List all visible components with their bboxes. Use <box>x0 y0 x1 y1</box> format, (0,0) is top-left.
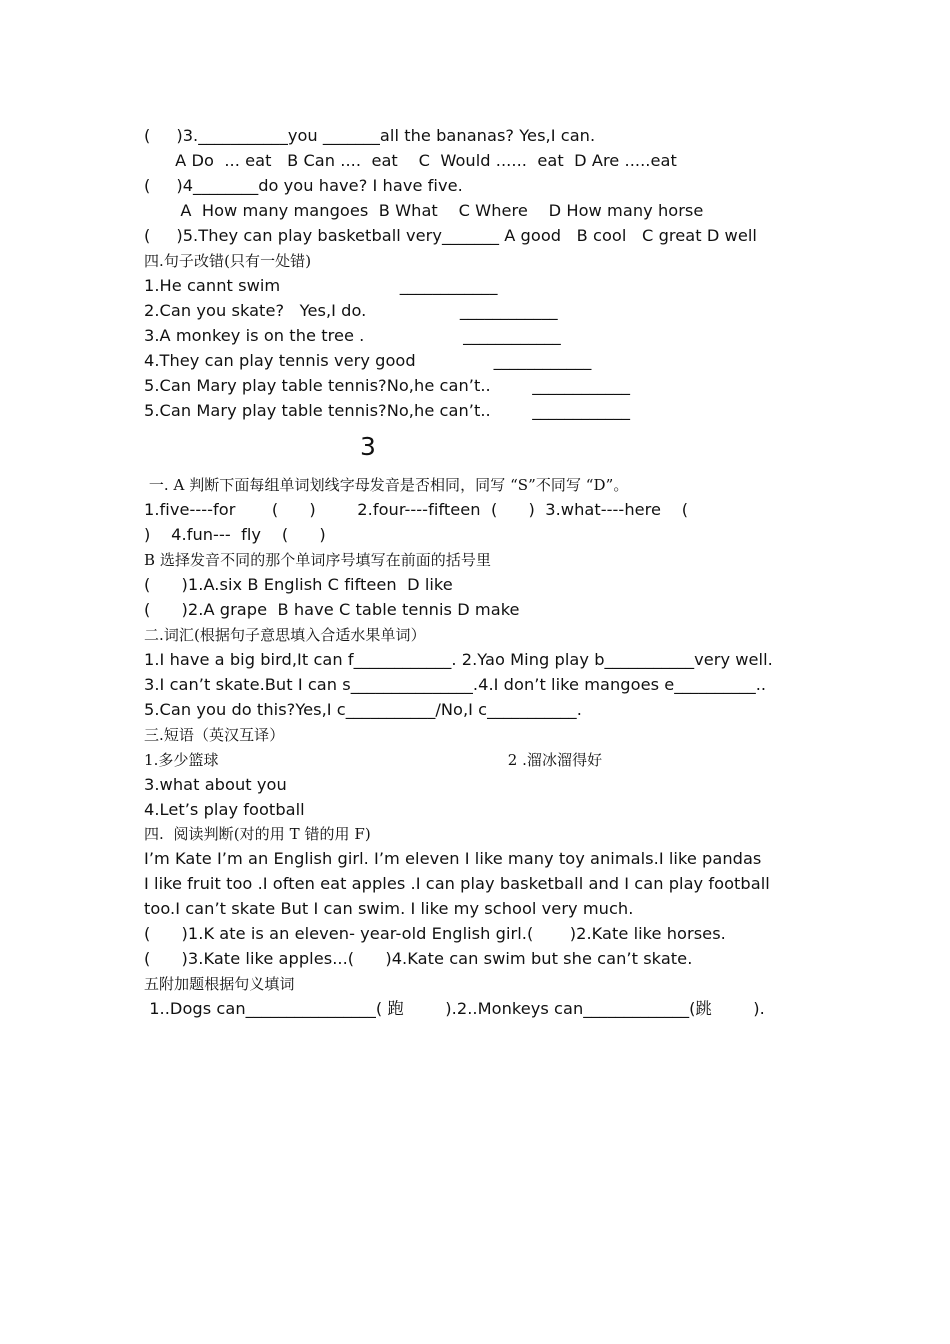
vocabulary-line-1: 1.I have a big bird,It can f____________. 2.Yao Ming play b___________very well. <box>144 650 773 669</box>
correction-item-2: 2.Can you skate? Yes,I do. ____________ <box>144 301 558 320</box>
section-heading-phrases: 三.短语（英汉互译） <box>144 726 285 744</box>
correction-item-3: 3.A monkey is on the tree . ____________ <box>144 326 561 345</box>
reading-questions-1-2: ( )1.K ate is an eleven- year-old English girl.( )2.Kate like horses. <box>144 924 726 943</box>
vocabulary-line-2: 3.I can’t skate.But I can s_______________.4.I don’t like mangoes e__________.. <box>144 675 767 694</box>
vocabulary-line-3: 5.Can you do this?Yes,I c___________/No,I c___________. <box>144 700 582 719</box>
reading-passage-line-3: too.I can’t skate But I can swim. I like my school very much. <box>144 899 634 918</box>
correction-item-5: 5.Can Mary play table tennis?No,he can’t.. ____________ <box>144 376 631 395</box>
correction-item-4: 4.They can play tennis very good ____________ <box>144 351 592 370</box>
question-3-options: A Do ... eat B Can .... eat C Would ...... eat D Are .....eat <box>144 151 677 170</box>
pronunciation-items-row-2: ) 4.fun--- fly ( ) <box>144 525 326 544</box>
section-heading-pronunciation: 一. A 判断下面每组单词划线字母发音是否相同，同写 “S”不同写 “D”。 <box>144 476 629 494</box>
section-number: 3 <box>360 432 376 461</box>
correction-item-1: 1.He cannt swim ____________ <box>144 276 498 295</box>
section-heading-vocabulary: 二.词汇(根据句子意思填入合适水果单词） <box>144 626 426 644</box>
question-3: ( )3.___________you _______all the bananas? Yes,I can. <box>144 126 596 145</box>
section-heading-bonus: 五附加题根据句义填词 <box>144 975 295 993</box>
phrase-item-4: 4.Let’s play football <box>144 800 305 819</box>
question-4: ( )4________do you have? I have five. <box>144 176 463 195</box>
section-b-item-1: ( )1.A.six B English C fifteen D like <box>144 575 453 594</box>
section-heading-reading: 四. 阅读判断(对的用 T 错的用 F) <box>144 825 371 843</box>
reading-passage-line-2: I like fruit too .I often eat apples .I can play basketball and I can play football <box>144 874 770 893</box>
section-b-item-2: ( )2.A grape B have C table tennis D make <box>144 600 520 619</box>
section-heading-correction: 四.句子改错(只有一处错) <box>144 252 312 270</box>
question-5: ( )5.They can play basketball very_______ A good B cool C great D well <box>144 226 757 245</box>
correction-item-5-duplicate: 5.Can Mary play table tennis?No,he can’t.. ____________ <box>144 401 631 420</box>
phrase-items-1-2: 1.多少篮球 2 .溜冰溜得好 <box>144 751 603 769</box>
phrase-item-3: 3.what about you <box>144 775 287 794</box>
pronunciation-items-row-1: 1.five----for ( ) 2.four----fifteen ( ) 3.what----here ( <box>144 500 689 519</box>
reading-passage-line-1: I’m Kate I’m an English girl. I’m eleven I like many toy animals.I like pandas <box>144 849 762 868</box>
section-b-instruction: B 选择发音不同的那个单词序号填写在前面的括号里 <box>144 551 491 569</box>
question-4-options: A How many mangoes B What C Where D How many horse <box>144 201 704 220</box>
reading-questions-3-4: ( )3.Kate like apples...( )4.Kate can swim but she can’t skate. <box>144 949 693 968</box>
bonus-items: 1..Dogs can________________( 跑 ).2..Monkeys can_____________(跳 ). <box>144 999 765 1018</box>
